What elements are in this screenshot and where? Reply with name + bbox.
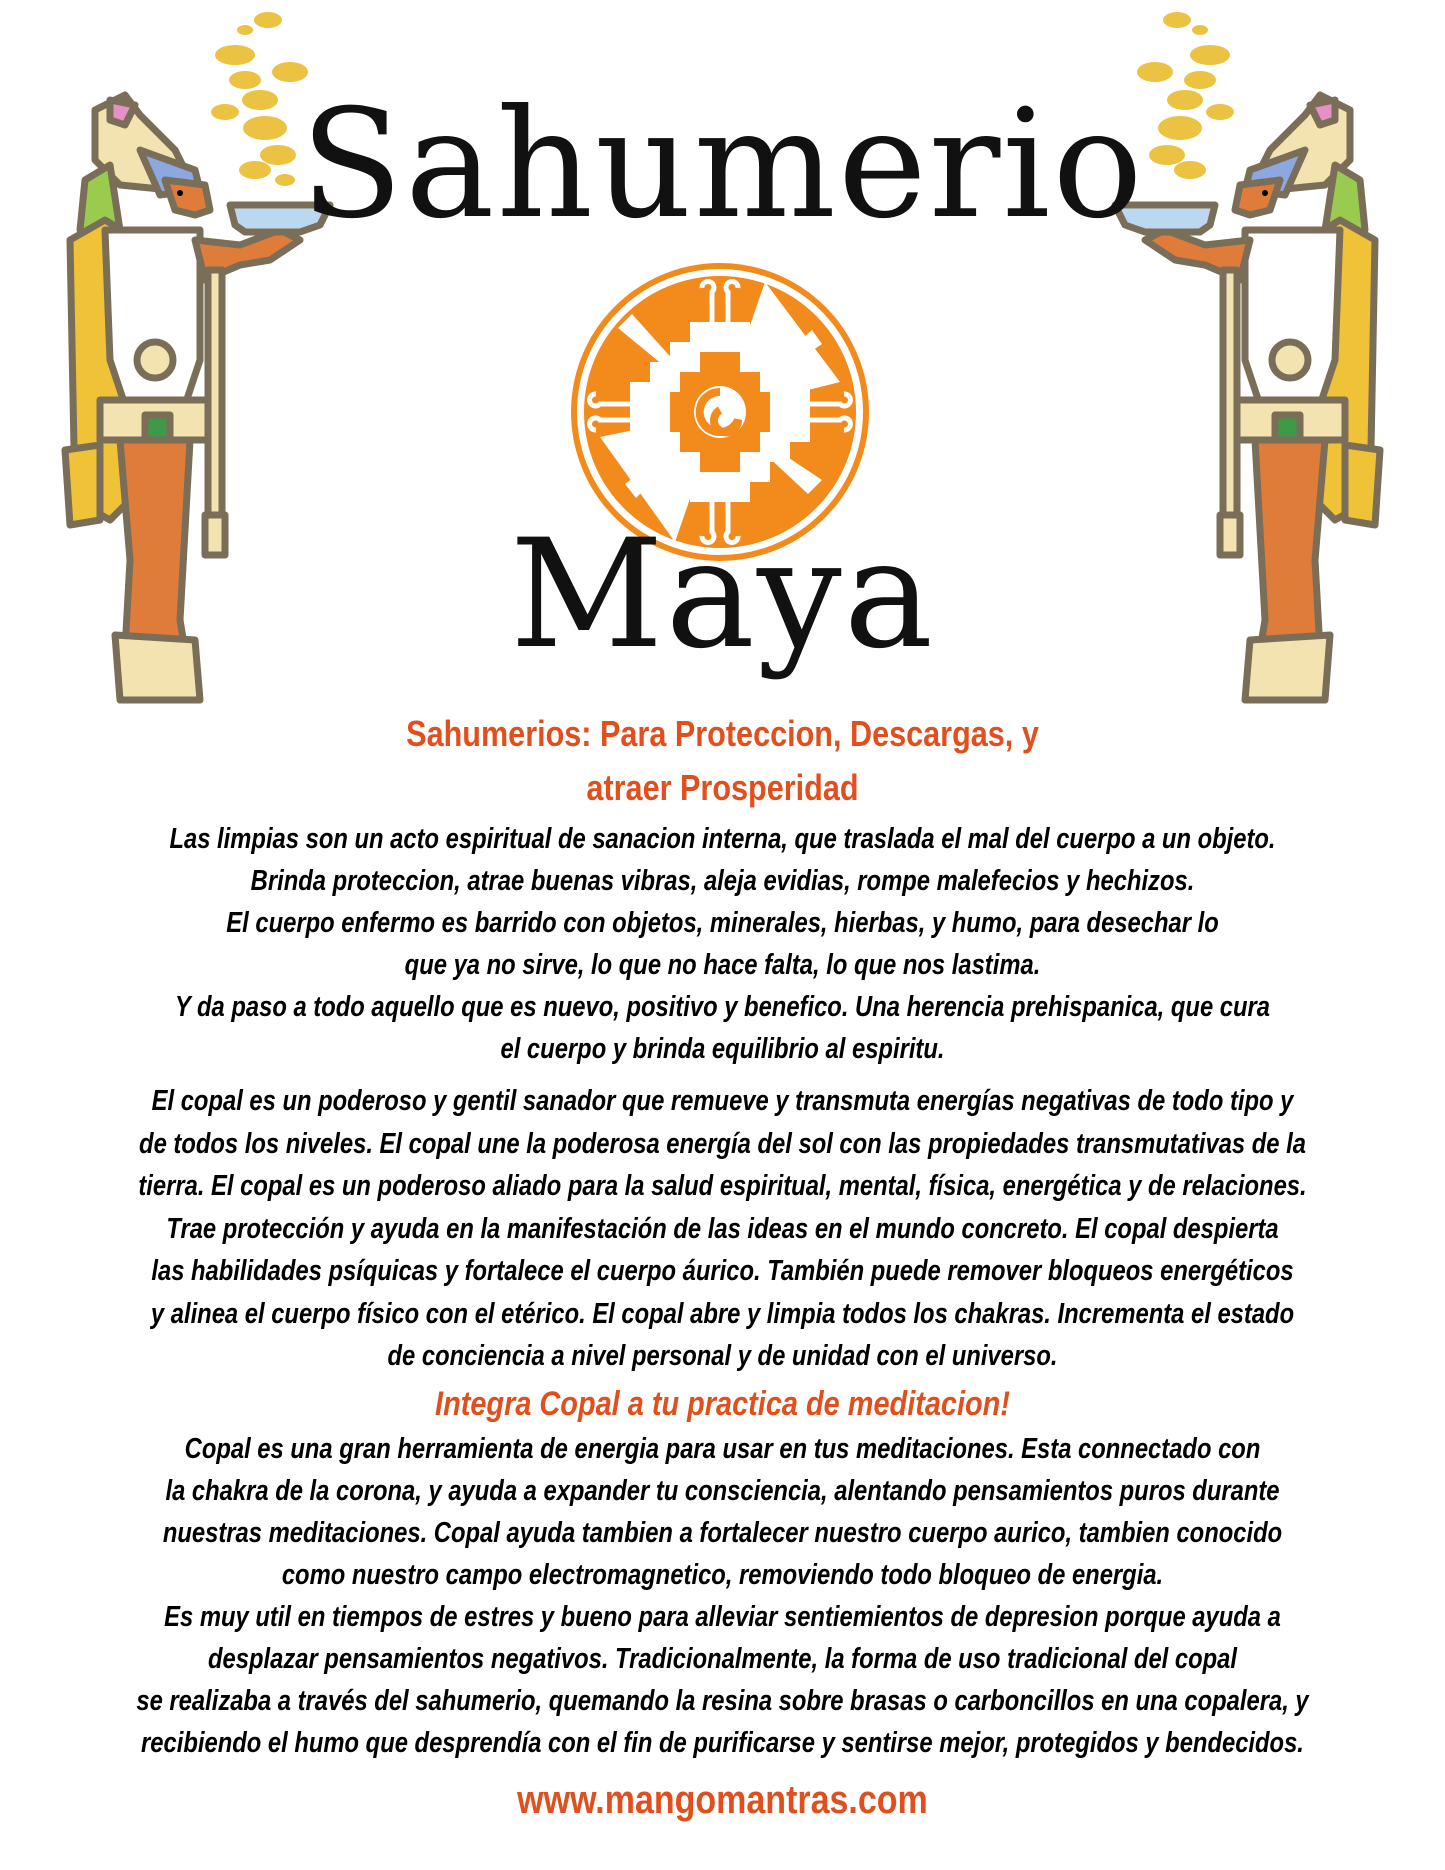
paragraph-line: de todos los niveles. El copal une la poderosa energía del sol con las propiedades transmutativas de la xyxy=(139,1127,1306,1160)
copal-paragraph xyxy=(0,1080,1445,1378)
paragraph-line: el cuerpo y brinda equilibrio al espiritu. xyxy=(500,1033,945,1065)
paragraph-line: Es muy util en tiempos de estres y bueno para alleviar sentiemientos de depresion porque ayuda a xyxy=(164,1601,1281,1633)
subtitle-line-2: atraer Prosperidad xyxy=(586,767,859,808)
paragraph-line: como nuestro campo electromagnetico, removiendo todo bloqueo de energia. xyxy=(281,1559,1164,1591)
paragraph-line: recibiendo el humo que desprendía con el fin de purificarse y sentirse mejor, protegidos y bendecidos. xyxy=(141,1727,1304,1759)
subtitle-line-1: Sahumerios: Para Proteccion, Descargas, y xyxy=(406,713,1039,754)
paragraph-line: El copal es un poderoso y gentil sanador que remueve y transmuta energías negativas de todo tipo y xyxy=(151,1085,1294,1117)
paragraph-line: y alinea el cuerpo físico con el etérico. El copal abre y limpia todos los chakras. Incrementa el estado xyxy=(150,1297,1295,1330)
paragraph-line: tierra. El copal es un poderoso aliado para la salud espiritual, mental, física, energética y de relaciones. xyxy=(138,1170,1307,1202)
paragraph-line: Y da paso a todo aquello que es nuevo, positivo y benefico. Una herencia prehispanica, que cura xyxy=(174,991,1271,1023)
paragraph-line: nuestras meditaciones. Copal ayuda tambien a fortalecer nuestro cuerpo aurico, tambien conocido xyxy=(162,1517,1283,1549)
limpias-paragraph xyxy=(0,818,1445,1070)
paragraph-line: que ya no sirve, lo que no hace falta, lo que nos lastima. xyxy=(404,949,1041,981)
meditation-paragraph xyxy=(0,1428,1445,1764)
paragraph-line: Trae protección y ayuda en la manifestación de las ideas en el mundo concreto. El copal despierta xyxy=(166,1212,1279,1245)
paragraph-line: Brinda proteccion, atrae buenas vibras, aleja evidias, rompe malefecios y hechizos. xyxy=(250,865,1195,897)
title-maya: Maya xyxy=(509,508,936,682)
paragraph-line: se realizaba a través del sahumerio, quemando la resina sobre brasas o carboncillos en una copalera, y xyxy=(136,1685,1309,1717)
paragraph-line: El cuerpo enfermo es barrido con objetos, minerales, hierbas, y humo, para desechar lo xyxy=(226,907,1219,939)
paragraph-line: las habilidades psíquicas y fortalece el cuerpo áurico. También puede remover bloqueos energéticos xyxy=(151,1255,1294,1287)
website-link[interactable]: www.mangomantras.com xyxy=(517,1778,928,1822)
paragraph-line: desplazar pensamientos negativos. Tradicionalmente, la forma de uso tradicional del copal xyxy=(208,1643,1237,1675)
paragraph-line: Copal es una gran herramienta de energia para usar en tus meditaciones. Esta connectado con xyxy=(184,1433,1261,1465)
meditation-heading: Integra Copal a tu practica de meditacion! xyxy=(435,1385,1010,1423)
paragraph-line: de conciencia a nivel personal y de unidad con el universo. xyxy=(387,1340,1058,1372)
paragraph-line: Las limpias son un acto espiritual de sanacion interna, que traslada el mal del cuerpo a un objeto. xyxy=(169,823,1276,855)
title-sahumerio: Sahumerio xyxy=(300,78,1145,252)
paragraph-line: la chakra de la corona, y ayuda a expander tu consciencia, alentando pensamientos puros durante xyxy=(165,1475,1280,1507)
